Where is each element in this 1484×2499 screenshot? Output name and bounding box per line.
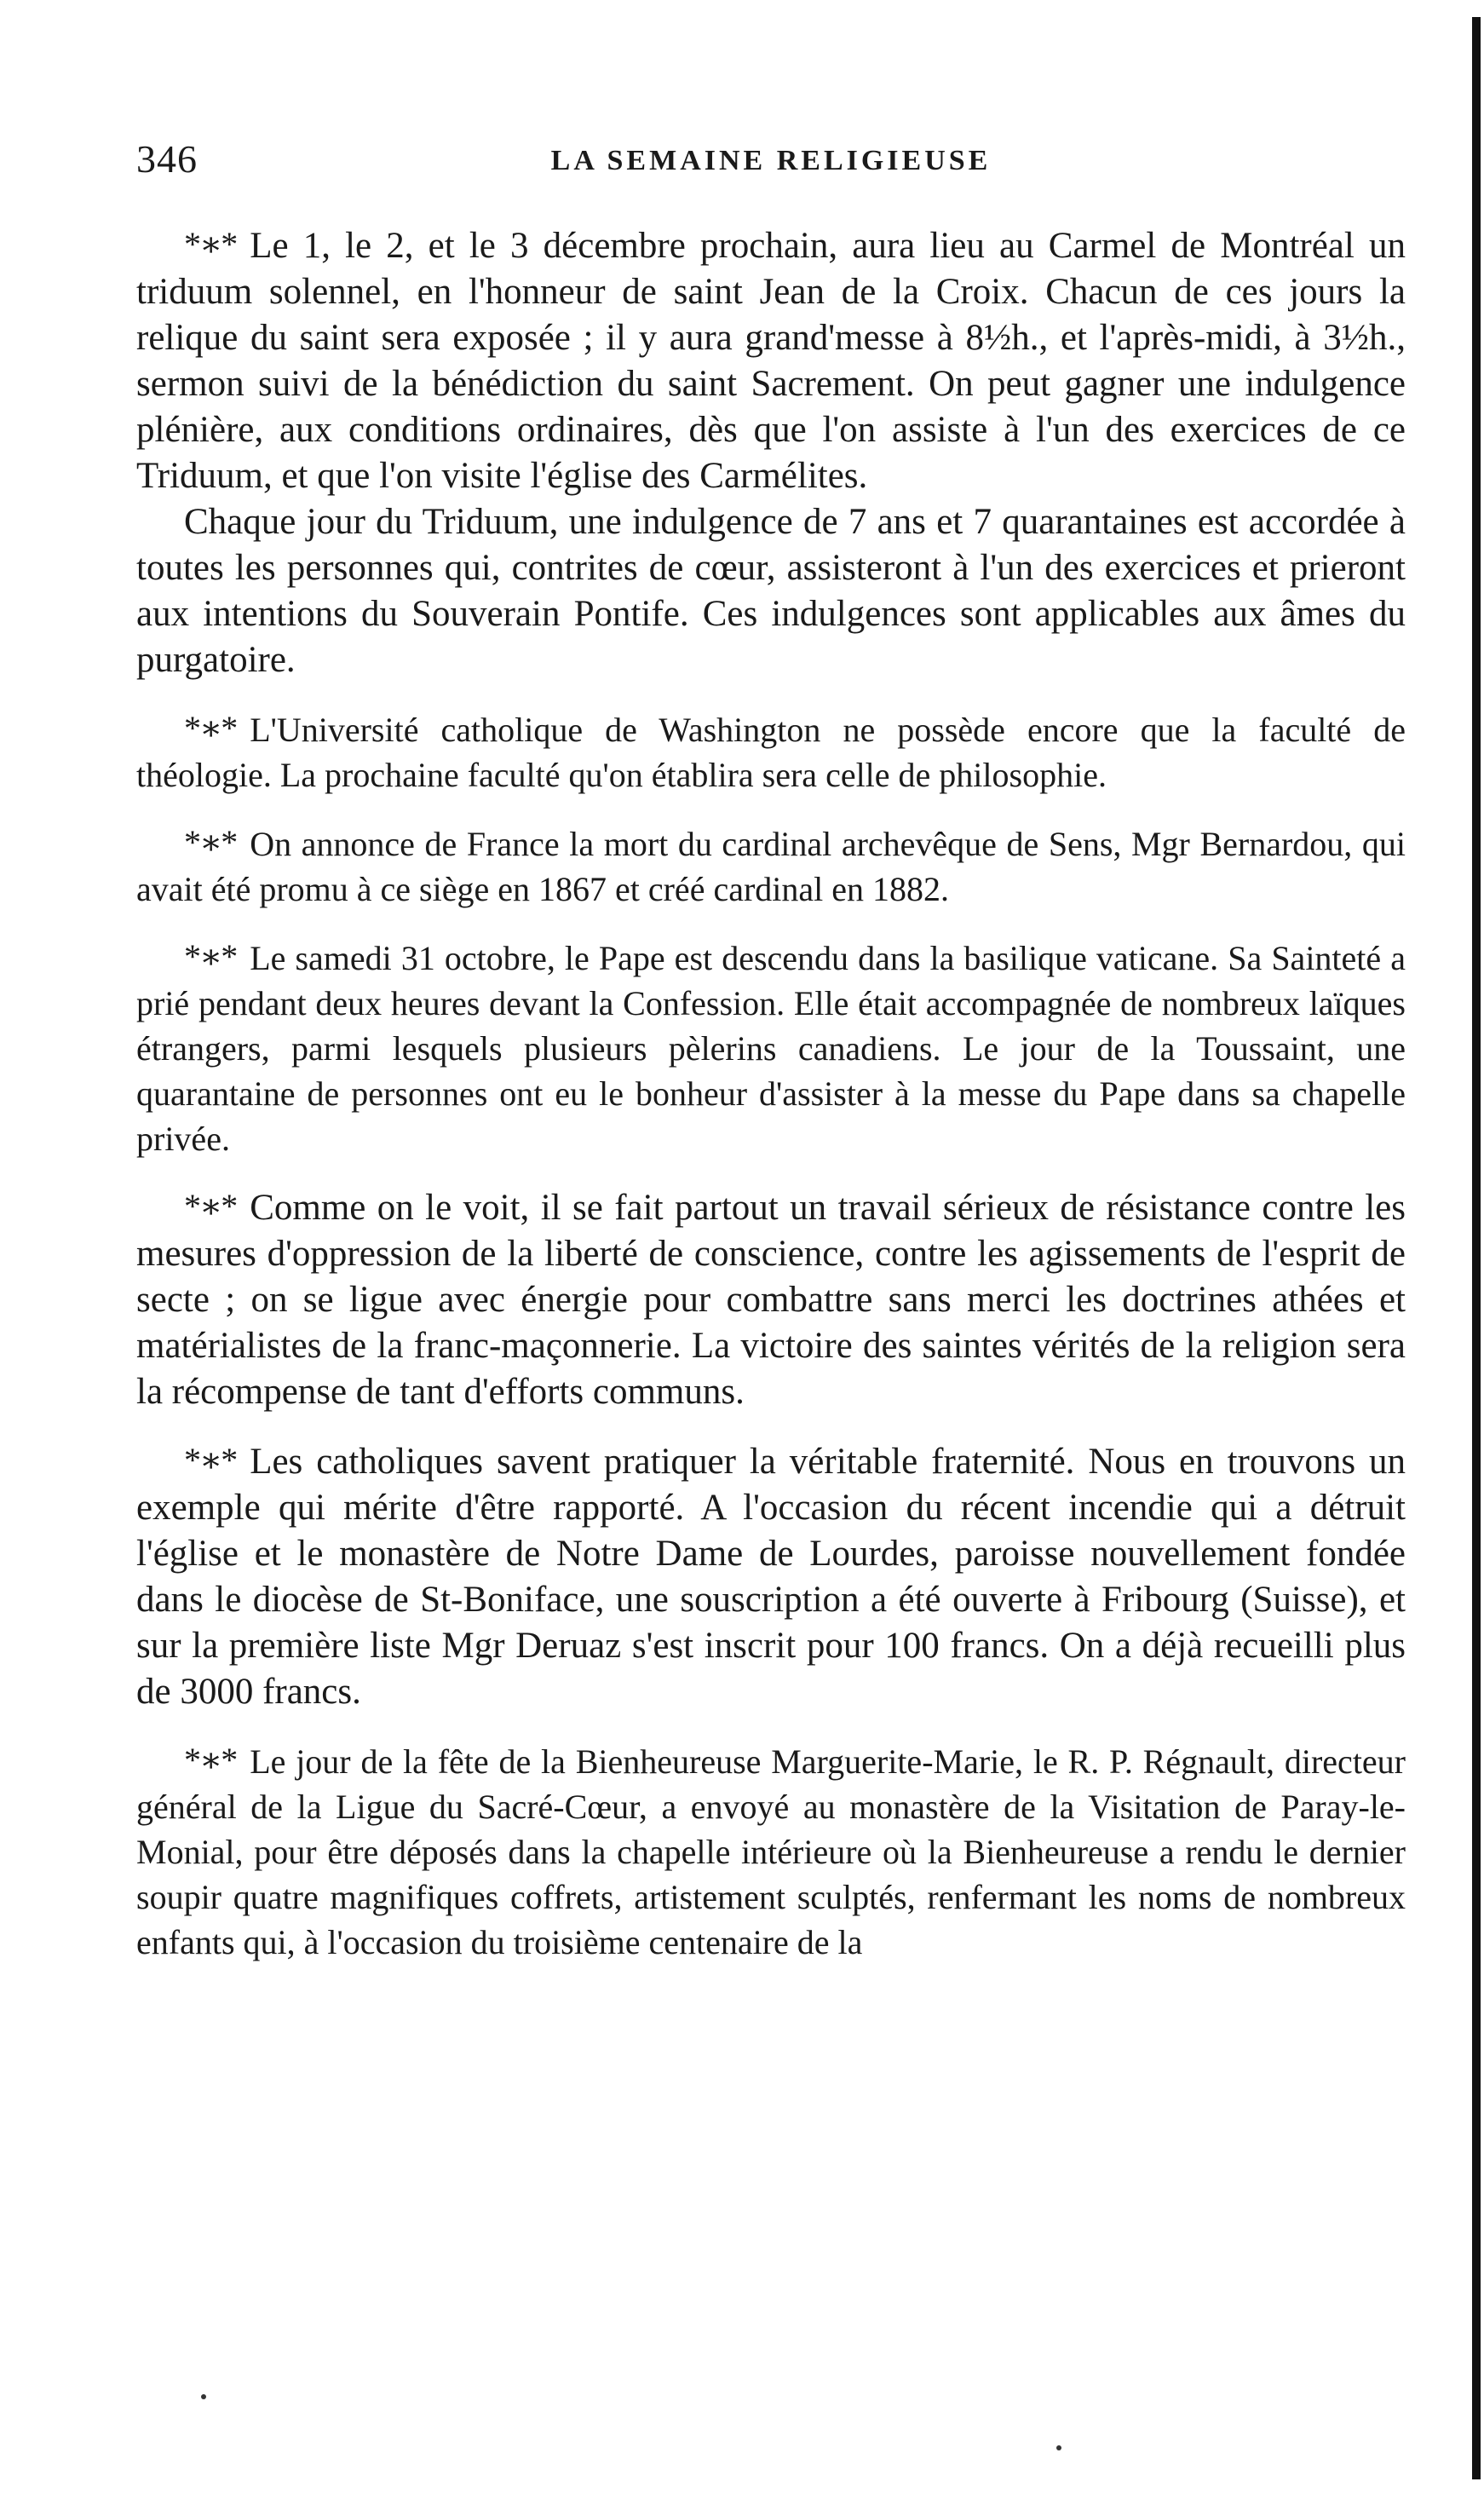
running-title: LA SEMAINE RELIGIEUSE xyxy=(550,145,992,176)
paragraph-fraternity xyxy=(136,1437,1406,1715)
paragraph-text: L'Université catholique de Washington ne possède encore que la faculté de théologie. La prochaine faculté qu'on établira sera celle de philosophie. xyxy=(136,711,1406,794)
asterism-icon: *∗* xyxy=(184,709,237,747)
paragraph-text: Chaque jour du Triduum, une indulgence de 7 ans et 7 quarantaines est accordée à toutes les personnes qui, contrites de cœur, assisteront à l'un des exercices et prieront aux intentions du Souverain Pontife. Ces indulgences sont applicables aux âmes du purgatoire. xyxy=(136,502,1406,680)
paragraph-cardinal-death xyxy=(136,820,1406,912)
paragraph-carmel-triduum xyxy=(136,222,1406,499)
asterism-icon: *∗* xyxy=(184,823,237,861)
article-body xyxy=(136,222,1406,1965)
asterism-icon: *∗* xyxy=(184,937,237,976)
page-header xyxy=(136,136,1406,187)
page-number: 346 xyxy=(136,137,198,181)
asterism-icon: *∗* xyxy=(184,1441,237,1479)
ink-speck xyxy=(201,2394,206,2399)
asterism-icon: *∗* xyxy=(184,1741,237,1779)
asterism-icon: *∗* xyxy=(184,1187,237,1225)
paragraph-text: Le samedi 31 octobre, le Pape est descendu dans la basilique vaticane. Sa Sainteté a prié pendant deux heures devant la Confession. Elle était accompagnée de nombreux laïques étrangers, parmi lesquels plusieurs pèlerins canadiens. Le jour de la Toussaint, une quarantaine de personnes ont eu le bonheur d'assister à la messe du Pape dans sa chapelle privée. xyxy=(136,939,1406,1158)
paragraph-washington-university xyxy=(136,705,1406,797)
paragraph-text: Comme on le voit, il se fait partout un travail sérieux de résistance contre les mesures d'oppression de la liberté de conscience, contre les agissements de l'esprit de secte ; on se ligue avec énergie pour combattre sans merci les doctrines athées et matérialistes de la franc-maçonnerie. La victoire des saintes vérités de la religion sera la récompense de tant d'efforts communs. xyxy=(136,1188,1406,1412)
paragraph-resistance xyxy=(136,1183,1406,1415)
paragraph-text: Le 1, le 2, et le 3 décembre prochain, aura lieu au Carmel de Montréal un triduum solennel, en l'honneur de saint Jean de la Croix. Chacun de ces jours la relique du saint sera exposée ; il y aura grand'messe à 8½h., et l'après-midi, à 3½h., sermon suivi de la bénédiction du saint Sacrement. On peut gagner une indulgence plénière, aux conditions ordinaires, dès que l'on assiste à l'un des exercices de ce Triduum, et que l'on visite l'église des Carmélites. xyxy=(136,226,1406,496)
paragraph-text: Les catholiques savent pratiquer la véritable fraternité. Nous en trouvons un exemple qui mérite d'être rapporté. A l'occasion du récent incendie qui a détruit l'église et le monastère de Notre Dame de Lourdes, paroisse nouvellement fondée dans le diocèse de St-Boniface, une souscription a été ouverte à Fribourg (Suisse), et sur la première liste Mgr Deruaz s'est inscrit pour 100 francs. On a déjà recueilli plus de 3000 francs. xyxy=(136,1442,1406,1712)
paragraph-pope-basilica xyxy=(136,934,1406,1161)
paragraph-marguerite-marie xyxy=(136,1737,1406,1965)
ink-speck xyxy=(1056,2445,1061,2450)
paragraph-triduum-indulgence xyxy=(136,499,1406,683)
page-edge-rule xyxy=(1472,17,1481,2479)
asterism-icon: *∗* xyxy=(184,225,237,263)
paragraph-text: Le jour de la fête de la Bienheureuse Marguerite-Marie, le R. P. Régnault, directeur général de la Ligue du Sacré-Cœur, a envoyé au monastère de la Visitation de Paray-le-Monial, pour être déposés dans la chapelle intérieure où la Bienheureuse a rendu le dernier soupir quatre magnifiques coffrets, artistement sculptés, renfermant les noms de nombreux enfants qui, à l'occasion du troisième centenaire de la xyxy=(136,1742,1406,1961)
paragraph-text: On annonce de France la mort du cardinal archevêque de Sens, Mgr Bernardou, qui avait été promu à ce siège en 1867 et créé cardinal en 1882. xyxy=(136,825,1406,908)
